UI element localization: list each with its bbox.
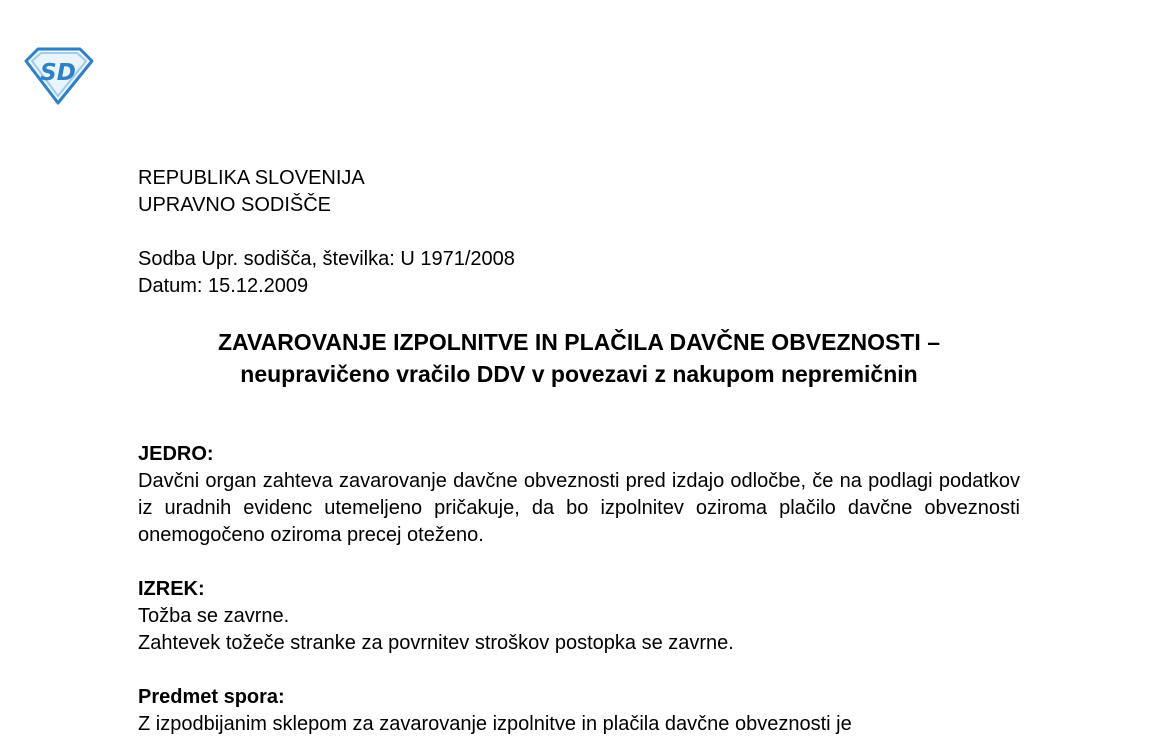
- header-country: REPUBLIKA SLOVENIJA: [138, 167, 365, 189]
- title-line-1: ZAVAROVANJE IZPOLNITVE IN PLAČILA DAVČNE OBVEZNOSTI –: [218, 329, 940, 355]
- header-court: UPRAVNO SODIŠČE: [138, 194, 331, 216]
- section-heading: IZREK:: [138, 578, 205, 600]
- section-line: Tožba se zavrne.: [138, 605, 290, 627]
- section-heading: Predmet spora:: [138, 686, 285, 708]
- section-body: Davčni organ zahteva zavarovanje davčne obveznosti pred izdajo odločbe, če na podlagi podatkov iz uradnih evidenc utemeljeno pričakuje, da bo izpolnitev oziroma plačilo davčne obveznosti onemogočeno oziroma precej oteženo.: [138, 470, 1020, 546]
- shield-logo-icon: [22, 47, 96, 105]
- document-title: [138, 326, 1020, 390]
- section-body: Z izpodbijanim sklepom za zavarovanje izpolnitve in plačila davčne obveznosti je: [138, 713, 852, 735]
- logo-label: SD: [40, 60, 76, 86]
- section-line: Zahtevek tožeče stranke za povrnitev stroškov postopka se zavrne.: [138, 632, 734, 654]
- case-reference: [138, 246, 1020, 300]
- case-number: Sodba Upr. sodišča, številka: U 1971/2008: [138, 248, 515, 270]
- court-logo: [22, 47, 96, 105]
- court-header: [138, 165, 1020, 219]
- section-jedro: [138, 441, 1020, 549]
- title-line-2: neupravičeno vračilo DDV v povezavi z nakupom nepremičnin: [240, 361, 918, 387]
- section-heading: JEDRO:: [138, 443, 214, 465]
- case-date: Datum: 15.12.2009: [138, 275, 309, 297]
- section-predmet: [138, 684, 1020, 738]
- section-izrek: [138, 576, 1020, 657]
